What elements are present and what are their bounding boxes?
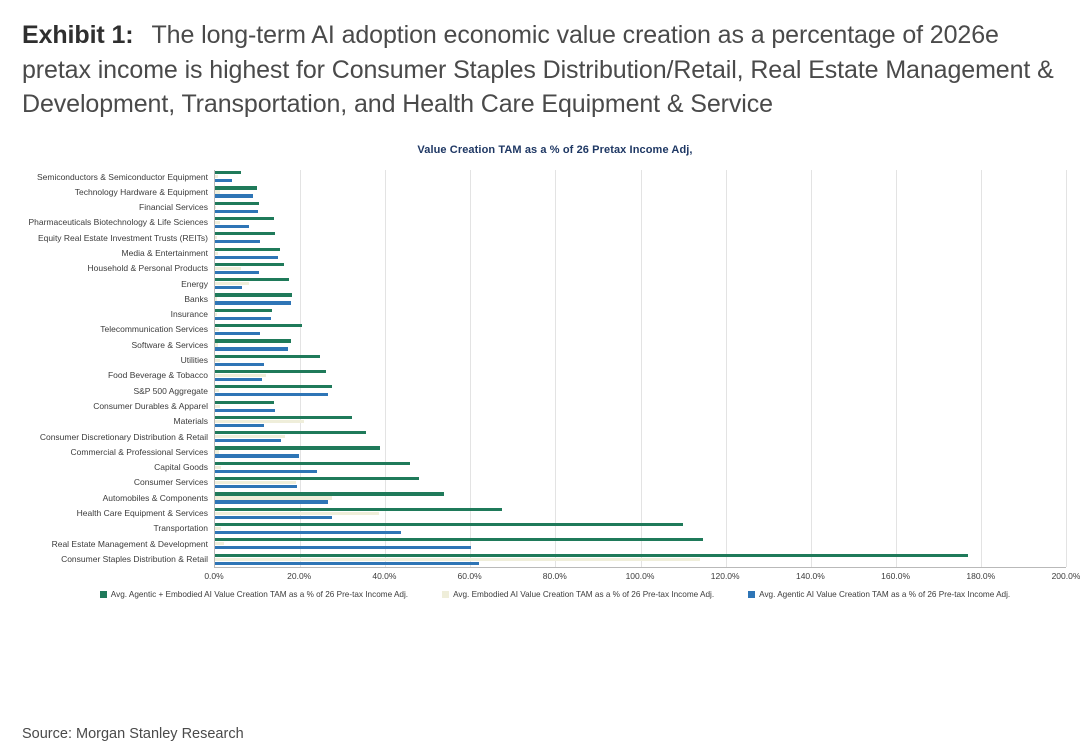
chart-bar [215,454,299,457]
chart-bar-group [215,445,1066,460]
chart-bar [215,194,253,197]
chart-bar [215,416,352,419]
x-tick-label: 180.0% [966,571,996,582]
chart-bar [215,293,292,296]
category-label: S&P 500 Aggregate [133,385,208,396]
legend-label: Avg. Agentic + Embodied AI Value Creation TAM as a % of 26 Pre-tax Income Adj. [110,590,409,600]
chart-bar [215,248,280,251]
chart-bar [215,271,259,274]
x-tick-label: 0.0% [204,571,224,582]
chart-bar [215,328,219,331]
chart-bar [215,542,224,545]
category-label: Automobiles & Components [102,492,208,503]
chart-bar-group [215,307,1066,322]
legend-swatch-icon [442,591,449,598]
chart-bar [215,477,419,480]
chart-bar [215,374,266,377]
chart-bar [215,202,259,205]
chart-bar-group [215,399,1066,414]
x-tick-label: 100.0% [625,571,655,582]
category-label: Media & Entertainment [121,247,208,258]
chart-bar-group [215,261,1066,276]
chart-bar [215,531,401,534]
category-label: Real Estate Management & Development [51,538,208,549]
chart-bar [215,171,241,174]
legend-label: Avg. Agentic AI Value Creation TAM as a % of 26 Pre-tax Income Adj. [759,590,1011,600]
category-label: Semiconductors & Semiconductor Equipment [36,171,208,182]
chart-bar [215,343,218,346]
chart-bar [215,190,220,193]
chart-bar [215,508,502,511]
chart-bar [215,516,332,519]
chart-title: Value Creation TAM as a % of 26 Pretax Income Adj, [417,143,693,156]
chart-bar [215,389,219,392]
chart-bar-group [215,170,1066,185]
category-label: Food Beverage & Tobacco [107,370,208,381]
gridline [1066,170,1067,568]
chart-bar [215,378,262,381]
chart-bar [215,527,221,530]
category-label: Software & Services [131,339,208,350]
category-label: Pharmaceuticals Biotechnology & Life Sciences [28,217,208,228]
chart-bar [215,466,221,469]
chart-bar [215,424,264,427]
chart-bar-group [215,491,1066,506]
chart-bar [215,252,218,255]
chart-bar-group [215,521,1066,536]
exhibit-header [0,0,1080,122]
chart-bar [215,339,291,342]
category-label: Technology Hardware & Equipment [74,186,208,197]
chart-bar-group [215,368,1066,383]
chart-bar [215,370,326,373]
chart-bar-group [215,537,1066,552]
chart-bar [215,435,285,438]
chart-bar [215,492,444,495]
chart-bar [215,558,700,561]
chart-bar [215,462,410,465]
chart-bar [215,221,220,224]
chart-bar [215,554,968,557]
source-note: Source: Morgan Stanley Research [22,726,244,742]
category-label: Consumer Durables & Apparel [93,400,208,411]
legend-swatch-icon [100,591,107,598]
chart-bar [215,210,258,213]
category-label: Commercial & Professional Services [70,446,208,457]
chart-bar [215,431,366,434]
chart-bar [215,278,289,281]
chart-bar [215,282,249,285]
chart-plot-area [214,170,1066,569]
category-label: Equity Real Estate Investment Trusts (REITs) [37,232,208,243]
chart-bar [215,286,242,289]
chart-bar [215,225,249,228]
chart-bar [215,523,683,526]
chart-bar-group [215,277,1066,292]
x-tick-label: 60.0% [457,571,482,582]
chart-bar [215,546,471,549]
chart-bar-group [215,506,1066,521]
chart-bar-group [215,338,1066,353]
chart-bar [215,206,216,209]
chart-bar-group [215,215,1066,230]
chart-bar-group [215,460,1066,475]
category-label: Household & Personal Products [87,263,208,274]
x-tick-label: 40.0% [372,571,397,582]
x-axis-ticks [204,568,1080,584]
legend-swatch-icon [748,591,755,598]
x-tick-label: 120.0% [710,571,740,582]
exhibit-title-text: The long-term AI adoption economic value creation as a percentage of 2026e pretax income is highest for Consumer Staples Distribution/Retail, Real Estate Management & Development, Transportation, and Health Care Equipment & Service [22,21,1054,118]
chart-bar-group [215,384,1066,399]
x-tick-label: 160.0% [881,571,911,582]
category-label: Banks [184,293,208,304]
category-label: Telecommunication Services [100,324,208,335]
chart-bar-group [215,414,1066,429]
chart-bar [215,359,220,362]
category-label: Consumer Discretionary Distribution & Retail [39,431,208,442]
legend-item[interactable] [100,590,408,599]
chart-bar [215,562,479,565]
chart-bar-group [215,353,1066,368]
chart-bar-group [215,552,1066,567]
chart-bar [215,309,272,312]
chart-bar [215,500,328,503]
chart-bar [215,485,297,488]
chart-bar-group [215,322,1066,337]
chart-bar [215,240,260,243]
chart-bar [215,385,332,388]
category-label: Consumer Staples Distribution & Retail [61,553,208,564]
chart-bar [215,538,703,541]
chart-bar [215,446,380,449]
chart-bar [215,263,284,266]
chart-bar [215,175,218,178]
chart-bar [215,439,281,442]
chart-bar-group [215,246,1066,261]
chart-bar [215,186,257,189]
chart-bar [215,313,217,316]
category-label: Utilities [180,355,208,366]
chart-bar [215,347,288,350]
chart-bar [215,267,241,270]
chart-bar-group [215,200,1066,215]
chart-bar [215,236,217,239]
category-label: Capital Goods [154,462,208,473]
category-label: Energy [181,278,208,289]
category-axis-labels [14,170,214,569]
x-tick-label: 80.0% [542,571,567,582]
category-label: Materials [173,416,208,427]
chart-bar [215,450,219,453]
chart-bar [215,217,274,220]
chart-bar [215,332,260,335]
legend-item[interactable] [442,590,714,599]
chart-bar [215,297,217,300]
chart-plot-row [14,170,1066,569]
category-label: Transportation [153,523,208,534]
x-tick-label: 200.0% [1051,571,1080,582]
chart-bar [215,393,328,396]
page-title [22,18,1066,122]
chart-bar [215,232,275,235]
x-tick-label: 20.0% [287,571,312,582]
exhibit-label: Exhibit 1: [22,21,134,49]
chart-bar [215,420,304,423]
legend-item[interactable] [748,590,1010,599]
chart-bar [215,405,220,408]
chart-bar [215,496,332,499]
chart-bar [215,512,379,515]
category-label: Health Care Equipment & Services [76,508,208,519]
chart-bar [215,324,302,327]
chart-bar [215,317,271,320]
chart-bar [215,363,264,366]
chart-bar [215,179,232,182]
chart-bar-group [215,185,1066,200]
x-tick-label: 140.0% [795,571,825,582]
chart-bar [215,401,274,404]
chart-bar [215,409,275,412]
chart-bar [215,301,291,304]
chart-bar-group [215,430,1066,445]
chart-container [0,144,1080,600]
chart-bar [215,256,278,259]
category-label: Financial Services [139,202,208,213]
chart-bar [215,355,320,358]
category-label: Consumer Services [133,477,208,488]
chart-legend [44,590,1066,599]
category-label: Insurance [170,309,208,320]
chart-bar-group [215,231,1066,246]
legend-label: Avg. Embodied AI Value Creation TAM as a % of 26 Pre-tax Income Adj. [453,590,715,600]
chart-bar-group [215,475,1066,490]
chart-bar [215,470,317,473]
chart-bar [215,481,296,484]
chart-bar-group [215,292,1066,307]
